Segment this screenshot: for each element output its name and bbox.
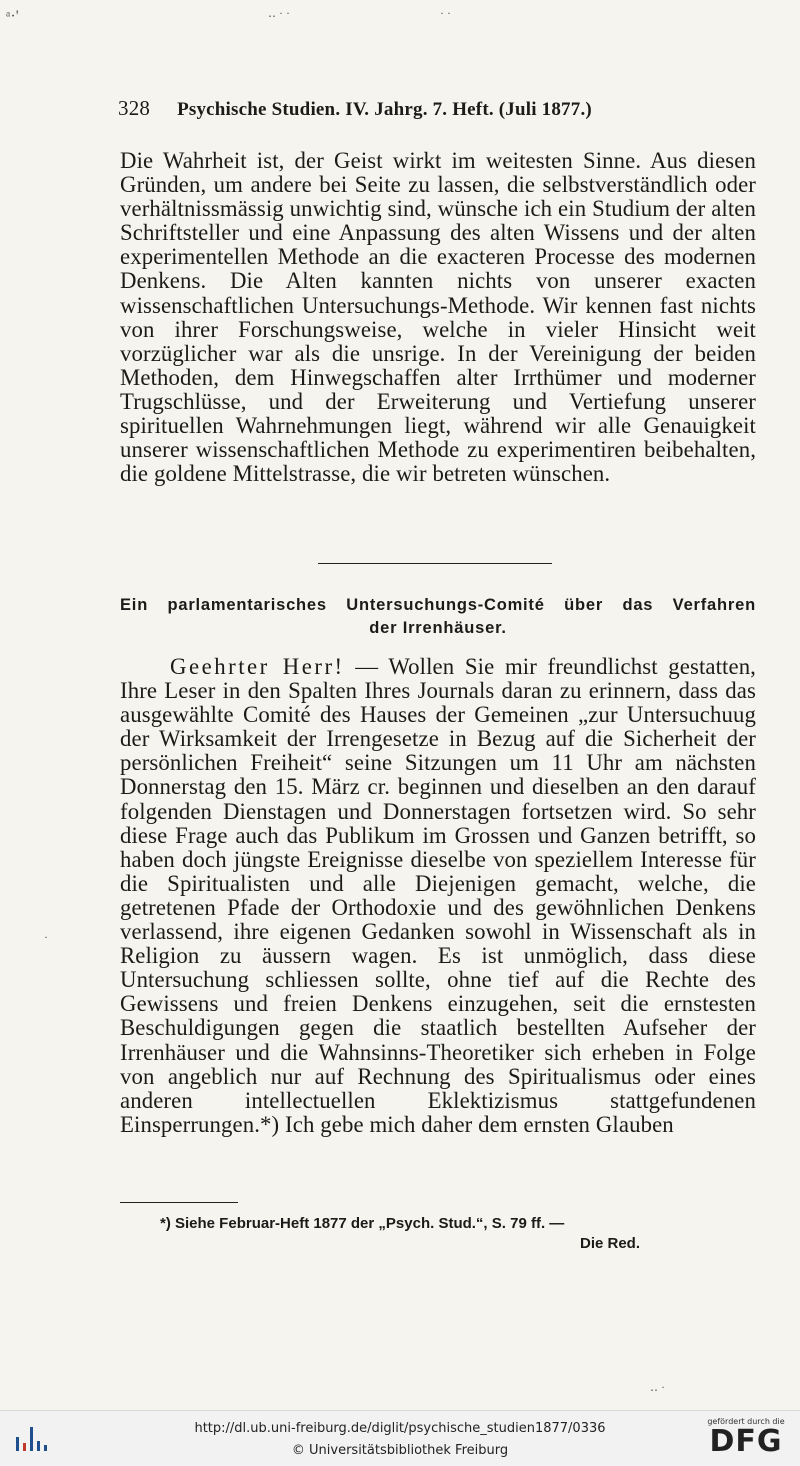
scan-speck: ᵃ·' (6, 8, 19, 25)
footnote (160, 1214, 720, 1254)
salutation: Geehrter Herr! (170, 654, 345, 679)
scan-speck: ‥ · (650, 1380, 666, 1394)
section-heading (120, 594, 756, 640)
dfg-wordmark: DFG (709, 1424, 783, 1459)
section-divider (318, 563, 552, 564)
viewer-footer (0, 1410, 800, 1466)
scan-speck: · (44, 930, 48, 944)
footnote-rule (120, 1202, 238, 1203)
copyright-notice: © Universitätsbibliothek Freiburg (291, 1443, 509, 1458)
letter-body: — Wollen Sie mir freundlichst gestatten, Ihre Leser in den Spalten Ihres Journals daran zu erinnern, dass das ausgewählte Comité des Hauses der Gemeinen „zur Untersuchuug der Wirksamkeit der Irrengesetze in Bezug auf die Sicherheit der persönlichen Freiheit“ seine Sitzungen um 11 Uhr am nächsten Donnerstag den 15. März cr. beginnen und dieselben an den darauf folgenden Dienstagen und Donnerstagen fortsetzen wird. So sehr diese Frage auch das Publikum im Grossen und Ganzen betrifft, so haben doch jüngste Ereignisse dieselbe von speziellem Interesse für die Spiritualisten und alle Diejenigen gemacht, welche, die getretenen Pfade der Orthodoxie und des gewöhnlichen Denkens verlassend, ihre eigenen Gedanken sowohl in Wissenschaft als in Religion zu äussern wagen. Es ist unmöglich, dass diese Untersuchung schliessen sollte, ohne tief auf die Rechte des Gewissens und freien Denkens einzugehen, seit die ernstesten Beschuldigungen gegen die staatlich bestellten Aufseher der Irrenhäuser und die Wahnsinns-Theoretiker sich erheben in Folge von angeblich nur auf Rechnung des Spiritualismus oder eines anderen intellectuellen Eklektizismus stattgefundenen Einsperrungen.*) Ich gebe mich daher dem ernsten Glauben (120, 654, 756, 1137)
section-heading-line-2: der Irrenhäuser. (369, 619, 507, 637)
paragraph-continuation: Die Wahrheit ist, der Geist wirkt im weitesten Sinne. Aus diesen Gründen, um andere bei Seite zu lassen, die selbstverständlich oder verhältnissmässig unwichtig sind, wünsche ich ein Studium der alten Schriftsteller und eine Anpassung des alten Wissens und der alten experimentellen Methode an die exacteren Processe des modernen Denkens. Die Alten kannten nichts von unserer exacten wissenschaftlichen Untersuchungs-Methode. Wir kennen fast nichts von ihrer Forschungsweise, welche in vieler Hinsicht weit vorzüglicher war als die unsrige. In der Vereinigung der beiden Methoden, dem Hinwegschaffen alter Irrthümer und moderner Trugschlüsse, und der Erweiterung und Vertiefung unserer spirituellen Wahrnehmungen liegt, während wir alle Genauigkeit unserer wissenschaftlichen Methode zu experimentiren beibehalten, die goldene Mittelstrasse, die wir betreten wünschen. (120, 148, 756, 487)
scan-speck: ‥ · · (268, 6, 291, 20)
letter-paragraph (120, 655, 756, 1137)
permalink-url[interactable]: http://dl.ub.uni-freiburg.de/diglit/psychische_studien1877/0336 (194, 1421, 606, 1436)
dfg-funded-label: gefördert durch die (707, 1417, 785, 1426)
page-number: 328 (118, 96, 151, 120)
section-heading-line-1: Ein parlamentarisches Untersuchungs-Comité über das Verfahren (120, 596, 756, 614)
footnote-text: *) Siehe Februar-Heft 1877 der „Psych. Stud.“, S. 79 ff. — (160, 1215, 565, 1232)
scan-speck: · · (440, 6, 451, 20)
footnote-signature: Die Red. (580, 1235, 641, 1252)
running-header (118, 96, 758, 121)
dfg-logo-icon (702, 1417, 790, 1463)
running-title: Psychische Studien. IV. Jahrg. 7. Heft. (Juli 1877.) (177, 99, 592, 120)
